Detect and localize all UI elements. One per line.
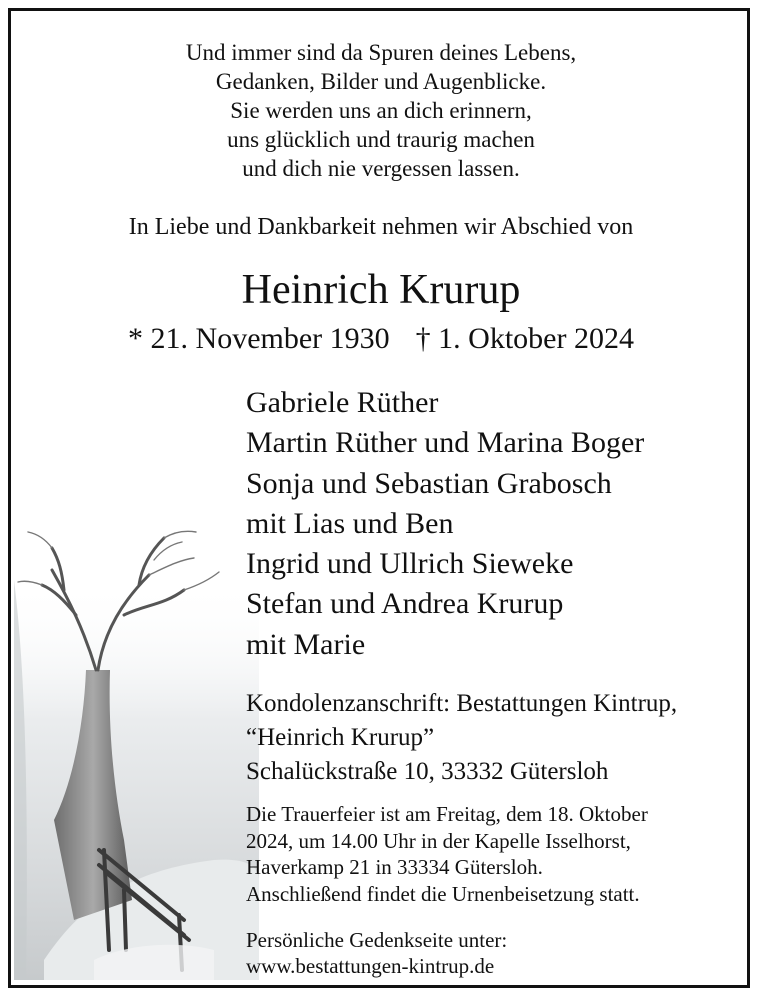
service-line: Anschließend findet die Urnenbeisetzung statt. — [246, 881, 640, 906]
poem-line: uns glücklich und traurig machen — [227, 127, 535, 152]
life-dates — [0, 322, 762, 356]
service-info — [246, 801, 648, 907]
family-member: Gabriele Rüther — [246, 386, 439, 419]
service-line: Die Trauerfeier ist am Freitag, dem 18. Oktober — [246, 802, 648, 826]
family-member: Stefan und Andrea Krurup — [246, 587, 564, 621]
death-date: † 1. Oktober 2024 — [415, 322, 634, 355]
service-line: 2024, um 14.00 Uhr in der Kapelle Isselhorst, — [246, 828, 631, 853]
family-member: Martin Rüther und Marina Boger — [246, 426, 645, 460]
address-line: Kondolenzanschrift: Bestattungen Kintrup, — [246, 690, 678, 717]
address-line: “Heinrich Krurup” — [246, 724, 435, 751]
tree-bench-illustration — [14, 520, 259, 980]
poem-line: Gedanken, Bilder und Augenblicke. — [215, 69, 547, 94]
memorial-label: Persönliche Gedenkseite unter: — [246, 928, 508, 952]
memorial-url[interactable]: www.bestattungen-kintrup.de — [246, 954, 495, 978]
poem-line: und dich nie vergessen lassen. — [242, 156, 520, 181]
condolence-address — [246, 687, 677, 789]
deceased-name: Heinrich Krurup — [241, 267, 521, 313]
poem-line: Sie werden uns an dich erinnern, — [230, 98, 532, 123]
address-line: Schalückstraße 10, 33332 Gütersloh — [246, 758, 609, 785]
family-member: Ingrid und Ullrich Sieweke — [246, 547, 574, 581]
birth-date: * 21. November 1930 — [128, 322, 390, 355]
family-member: mit Marie — [246, 627, 366, 661]
service-line: Haverkamp 21 in 33334 Gütersloh. — [246, 855, 543, 879]
family-member: mit Lias und Ben — [246, 506, 454, 540]
memorial-page-info — [246, 927, 507, 979]
family-list — [246, 383, 644, 665]
poem-line: Und immer sind da Spuren deines Lebens, — [185, 40, 577, 65]
poem — [0, 38, 762, 183]
family-member: Sonja und Sebastian Grabosch — [246, 466, 612, 500]
intro-text: In Liebe und Dankbarkeit nehmen wir Abschied von — [128, 214, 634, 240]
